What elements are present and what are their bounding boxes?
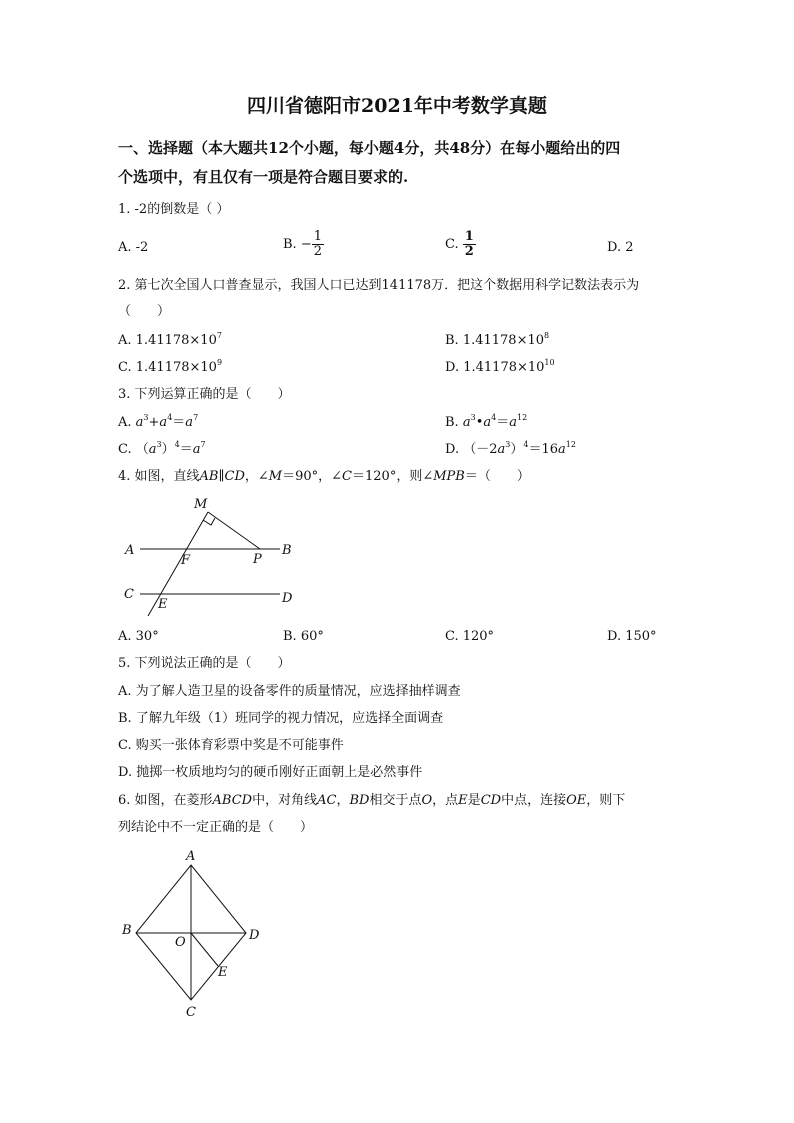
q1-option-b [283, 230, 324, 259]
q6-label-o: O [175, 935, 186, 950]
q3-a-term2: a [159, 415, 168, 430]
q4-label-a: A [125, 543, 135, 558]
q6-point-e: E [458, 793, 468, 808]
q4-stem-part2: ，∠ [244, 469, 269, 484]
q1-option-c-fraction [463, 230, 476, 259]
q6-label-e: E [218, 965, 228, 980]
q1-option-b-fraction [312, 230, 324, 259]
q6-segment-oe [191, 933, 218, 966]
q2-option-a [118, 332, 222, 350]
q6-stem-line1 [118, 792, 625, 810]
q4-stem-cd: CD [224, 469, 245, 484]
q6-text-e: ，点 [432, 793, 459, 808]
section-header-line1: 一、选择题（本大题共12个小题，每小题4分，共48分）在每小题给出的四 [118, 139, 621, 157]
q4-label-f: F [181, 553, 191, 568]
q3-b-exp2: 4 [491, 413, 497, 422]
q3-b-exp3: 12 [517, 413, 528, 422]
q6-ac: AC [317, 793, 337, 808]
q3-c-term2: a [192, 442, 201, 457]
q2-option-a-exponent: 7 [216, 331, 222, 340]
q3-d-exp3: 12 [565, 440, 576, 449]
q2-option-b-base: B. 1.41178×10 [445, 333, 545, 348]
q4-option-d: D. 150° [607, 629, 657, 644]
q4-line-mp [208, 512, 260, 549]
q3-a-exp1: 3 [143, 413, 149, 422]
q2-option-a-base: A. 1.41178×10 [118, 333, 217, 348]
q3-d-close: ） [510, 442, 524, 457]
q3-option-a [118, 414, 198, 432]
q6-o: O [421, 793, 433, 808]
q2-stem: 2. 第七次全国人口普查显示，我国人口已达到141178万．把这个数据用科学记数法表示为 [118, 278, 640, 293]
q6-bd: BD [349, 793, 370, 808]
q3-b-op: • [475, 415, 484, 430]
q3-c-exp2: 4 [174, 440, 180, 449]
q6-abcd: ABCD [212, 793, 253, 808]
q1-option-c-numerator: 1 [464, 229, 474, 244]
q3-c-term1: a [148, 442, 157, 457]
q6-text-c: ， [336, 793, 350, 808]
q4-stem-part1: 4. 如图，直线 [118, 469, 200, 484]
q1-option-c [445, 230, 476, 259]
q4-option-b: B. 60° [283, 629, 324, 644]
q4-right-angle-mark [203, 518, 215, 525]
q4-line-me [148, 512, 208, 616]
section-header-line2: 个选项中，有且仅有一项是符合题目要求的. [118, 168, 409, 186]
q4-stem-mpb: MPB [433, 469, 465, 484]
q2-option-c [118, 359, 222, 377]
q3-d-term2: a [558, 442, 566, 457]
q3-c-label: C. （ [118, 442, 149, 457]
q3-a-term3: a [185, 415, 194, 430]
q3-d-exp1: 3 [505, 440, 511, 449]
q5-option-d: D. 抛掷一枚质地均匀的硬币刚好正面朝上是必然事件 [118, 765, 423, 780]
q3-d-exp2: 4 [523, 440, 529, 449]
q3-d-term1: a [497, 442, 506, 457]
q3-d-label: D. （－2 [445, 442, 498, 457]
q3-stem: 3. 下列运算正确的是（ ） [118, 387, 291, 402]
q6-text-b: 中，对角线 [252, 793, 318, 808]
q4-figure [110, 492, 310, 622]
page-title: 四川省德阳市2021年中考数学真题 [247, 95, 547, 117]
q1-option-c-denominator: 2 [464, 244, 474, 259]
q4-stem-parallel: ∥ [218, 469, 225, 484]
q1-option-b-sign: − [300, 237, 312, 252]
q2-option-c-base: C. 1.41178×10 [118, 360, 217, 375]
q4-label-b: B [282, 543, 292, 558]
q6-label-d: D [249, 928, 260, 943]
q2-option-b-exponent: 8 [544, 331, 550, 340]
q1-option-b-label: B. [283, 237, 301, 252]
q2-option-c-exponent: 9 [216, 358, 223, 367]
q4-stem-part5: ＝（ ） [464, 469, 530, 484]
q6-text-h: ，则下 [586, 793, 626, 808]
q3-option-d [445, 441, 576, 459]
q5-option-c: C. 购买一张体育彩票中奖是不可能事件 [118, 738, 344, 753]
q4-stem-part4: ＝120°，则∠ [352, 469, 434, 484]
q4-label-e: E [158, 597, 168, 612]
q1-stem: 1. -2的倒数是（ ） [118, 202, 230, 217]
q6-figure [110, 845, 280, 1025]
q2-option-b [445, 332, 549, 350]
q2-option-d [445, 359, 555, 377]
q3-d-eq: ＝16 [528, 442, 559, 457]
q1-option-c-label: C. [445, 237, 463, 252]
q3-b-label: B. [445, 415, 463, 430]
q3-a-eq: ＝ [172, 415, 186, 430]
q4-label-p: P [253, 552, 262, 567]
q6-text-g: 中点，连接 [501, 793, 567, 808]
q3-c-eq: ＝ [179, 442, 193, 457]
q3-c-exp1: 3 [156, 440, 162, 449]
q3-option-c [118, 441, 206, 459]
q6-oe: OE [566, 793, 587, 808]
q1-option-b-denominator: 2 [313, 244, 323, 259]
q2-option-d-exponent: 10 [544, 358, 555, 367]
q6-stem-line2: 列结论中不一定正确的是（ ） [118, 820, 314, 835]
q6-text-a: 6. 如图，在菱形 [118, 793, 213, 808]
q4-option-c: C. 120° [445, 629, 495, 644]
q4-label-m: M [194, 497, 208, 512]
q1-option-a: A. -2 [118, 240, 149, 255]
q1-option-b-numerator: 1 [313, 229, 323, 244]
q6-text-f: 是 [467, 793, 481, 808]
q2-paren: （ ） [118, 304, 171, 319]
q3-c-close: ） [161, 442, 175, 457]
q4-stem-part3: ＝90°，∠ [282, 469, 343, 484]
q1-option-d: D. 2 [607, 240, 634, 255]
q3-b-term3: a [509, 415, 517, 430]
q3-b-exp1: 3 [470, 413, 476, 422]
q4-label-c: C [124, 587, 134, 602]
q3-a-op: + [148, 415, 160, 430]
q3-a-exp3: 7 [193, 413, 199, 422]
q3-b-eq: ＝ [496, 415, 510, 430]
q4-stem-m: M [268, 469, 283, 484]
q5-stem: 5. 下列说法正确的是（ ） [118, 656, 291, 671]
q4-stem [118, 468, 530, 486]
q3-option-b [445, 414, 527, 432]
q3-a-term1: a [135, 415, 144, 430]
q3-a-label: A. [118, 415, 136, 430]
q6-text-d: 相交于点 [369, 793, 422, 808]
q4-stem-c: C [342, 469, 352, 484]
q3-a-exp2: 4 [167, 413, 173, 422]
q6-label-c: C [186, 1005, 196, 1020]
q5-option-a: A. 为了解人造卫星的设备零件的质量情况，应选择抽样调查 [118, 684, 461, 699]
q3-b-term1: a [462, 415, 471, 430]
q5-option-b: B. 了解九年级（1）班同学的视力情况，应选择全面调查 [118, 711, 444, 726]
q6-label-a: A [186, 849, 196, 864]
q6-label-b: B [122, 923, 132, 938]
q4-option-a: A. 30° [118, 629, 159, 644]
q3-c-exp3: 7 [200, 440, 206, 449]
q4-label-d: D [282, 591, 293, 606]
q3-b-term2: a [483, 415, 492, 430]
q2-option-d-base: D. 1.41178×10 [445, 360, 545, 375]
q4-stem-ab: AB [199, 469, 219, 484]
q6-cd: CD [480, 793, 502, 808]
